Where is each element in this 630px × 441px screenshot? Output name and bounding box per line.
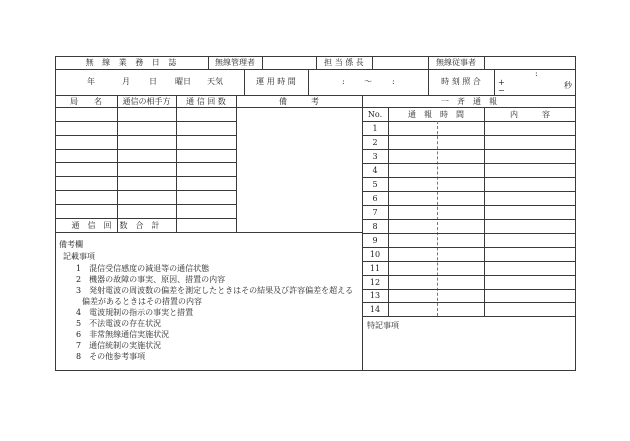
divider [484,56,485,69]
frame-line [55,107,576,108]
notes-subheading: 記載事項 [63,252,95,261]
divider [372,56,373,69]
row-line [55,218,236,219]
row-line [362,261,576,262]
weekday-label: 曜日 [175,77,191,86]
notes-heading: 備考欄 [59,240,83,249]
row-line [55,176,236,177]
row-line [362,121,576,122]
row-line [362,219,576,220]
note-item: 6 非常無線通信実施状況 [76,330,170,339]
row-line [55,232,362,233]
row-line [362,205,576,206]
year-label: 年 [87,77,95,86]
col-no: No. [367,110,383,119]
row-number: 11 [369,264,381,273]
note-item: 8 その他参考事項 [76,352,146,361]
operator-label: 無線従事者 [436,58,476,67]
row-line [55,190,236,191]
row-line [55,162,236,163]
row-number: 7 [372,208,378,217]
time-check-colon: : [535,69,538,78]
divider [484,107,485,316]
note-item: 7 通信統制の実施状況 [76,341,162,350]
row-line [362,191,576,192]
row-number: 12 [369,278,381,287]
col-count: 通 信 回 数 [186,97,226,106]
frame-line [55,69,576,70]
time-tilde: 〜 [364,77,372,86]
row-line [55,149,236,150]
row-number: 14 [369,305,381,314]
special-notes-label: 特記事項 [367,321,399,330]
minus-sign: − [498,86,505,95]
divider [308,69,309,95]
plus-sign: + [498,78,505,87]
col-remarks: 備 考 [279,97,319,106]
row-number: 9 [372,236,378,245]
broadcast-title: 一 斉 通 報 [441,97,497,106]
row-number: 6 [372,194,378,203]
row-line [362,247,576,248]
row-line [362,177,576,178]
note-item: 4 電波規制の指示の事実と措置 [76,308,194,317]
note-item: 3 発射電波の周波数の偏差を測定したときはその結果及び許容偏差を超える [76,286,354,295]
row-number: 2 [372,138,378,147]
row-line [55,121,236,122]
time-check-label: 時 刻 照 合 [441,77,481,86]
row-number: 3 [372,152,378,161]
note-item: 2 機器の故障の事実、原因、措置の内容 [76,275,226,284]
col-partner: 通信の相手方 [122,97,171,106]
row-number: 13 [369,291,381,300]
row-line [362,302,576,303]
divider [236,95,237,232]
frame-bottom [55,370,576,371]
note-item: 5 不法電波の存在状況 [76,319,162,328]
row-line [362,135,576,136]
row-line [362,316,576,317]
row-line [55,204,236,205]
row-number: 5 [372,180,378,189]
row-line [362,163,576,164]
time-colon: : [342,77,345,86]
note-item: 1 混信受信感度の減退等の通信状態 [76,264,210,273]
form-title: 無 線 業 務 日 誌 [85,58,180,67]
row-line [362,275,576,276]
total-count-label: 通 信 回 数 合 計 [71,221,160,230]
col-station: 局 名 [70,97,102,106]
divider [176,95,177,232]
row-number: 4 [372,166,378,175]
row-number: 10 [369,250,381,259]
divider [494,69,495,95]
col-broadcast-time: 通 報 時 間 [408,110,464,119]
month-label: 月 [122,77,130,86]
row-number: 8 [372,222,378,231]
row-number: 1 [372,124,378,133]
day-label: 日 [149,77,157,86]
row-line [362,289,576,290]
row-line [55,135,236,136]
seconds-label: 秒 [564,81,572,90]
row-line [362,233,576,234]
row-line [362,149,576,150]
operation-time-label: 運 用 時 間 [256,77,296,86]
divider [262,56,263,69]
chief-label: 担 当 係 長 [324,58,364,67]
time-colon: : [392,77,395,86]
weather-label: 天気 [207,77,223,86]
note-item: 偏差があるときはその措置の内容 [82,297,202,306]
col-content: 内 容 [510,110,550,119]
manager-label: 無線管理者 [215,58,255,67]
divider [388,107,389,316]
divider [117,95,118,232]
